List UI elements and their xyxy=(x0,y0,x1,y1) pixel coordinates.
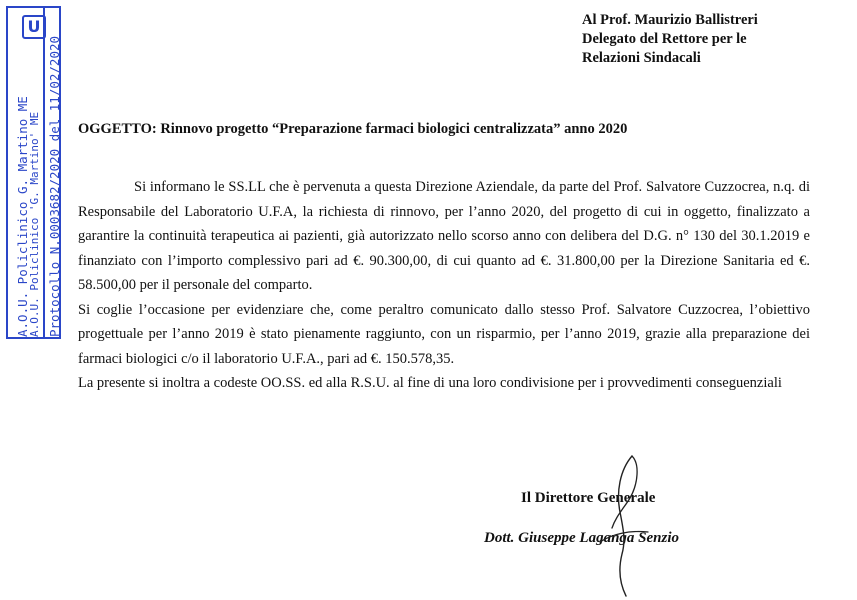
signature-title: Il Direttore Generale xyxy=(521,490,656,506)
stamp-line-institution: A.O.U. Policlinico G. Martino ME xyxy=(15,96,30,337)
handwritten-signature-icon xyxy=(560,450,680,600)
recipient-line: Al Prof. Maurizio Ballistreri xyxy=(582,12,758,28)
subject-line: OGGETTO: Rinnovo progetto “Preparazione farmaci biologici centralizzata” anno 2020 xyxy=(78,121,628,137)
body-paragraph: Si informano le SS.LL che è pervenuta a questa Direzione Aziendale, da parte del Prof. Salvatore Cuzzocrea, n.q. di Responsabile del Laboratorio U.F.A, la richiesta di rinnovo, per l’anno 2020, del progetto di cui in oggetto, finalizzato a garantire la continuità terapeutica ai pazienti, già autorizzato nello scorso anno con delibera del D.G. n° 130 del 30.1.2019 e finanziato con l’importo complessivo pari ad €. 90.300,00, di cui quanto ad €. 31.800,00 per la Direzione Sanitaria ed €. 58.500,00 per il personale del comparto. xyxy=(78,179,810,293)
stamp-line-protocol: Protocollo N.0003682/2020 del 11/02/2020 xyxy=(47,35,62,337)
stamp-line-institution-alt: A.O.U. Policlinico 'G. Martino' ME xyxy=(28,111,41,337)
recipient-line: Relazioni Sindacali xyxy=(582,50,701,66)
stamp-badge: U xyxy=(22,15,46,39)
recipient-block xyxy=(582,11,758,68)
body-paragraph: Si coglie l’occasione per evidenziare che, come peraltro comunicato dallo stesso Prof. Salvatore Cuzzocrea, l’obiettivo progettuale per l’anno 2019 è stato pienamente raggiunto, con un risparmio, per l’anno 2019, grazie alla preparazione dei farmaci biologici c/o il laboratorio U.F.A., pari ad €. 150.578,35. xyxy=(78,301,810,367)
stamp-divider xyxy=(43,8,45,337)
letter-body xyxy=(78,175,810,396)
recipient-line: Delegato del Rettore per le xyxy=(582,31,747,47)
signature-name: Dott. Giuseppe Laganga Senzio xyxy=(484,530,680,546)
body-paragraph: La presente si inoltra a codeste OO.SS. ed alla R.S.U. al fine di una loro condivisione per i provvedimenti conseguenziali xyxy=(78,375,782,391)
protocol-stamp xyxy=(6,6,61,339)
